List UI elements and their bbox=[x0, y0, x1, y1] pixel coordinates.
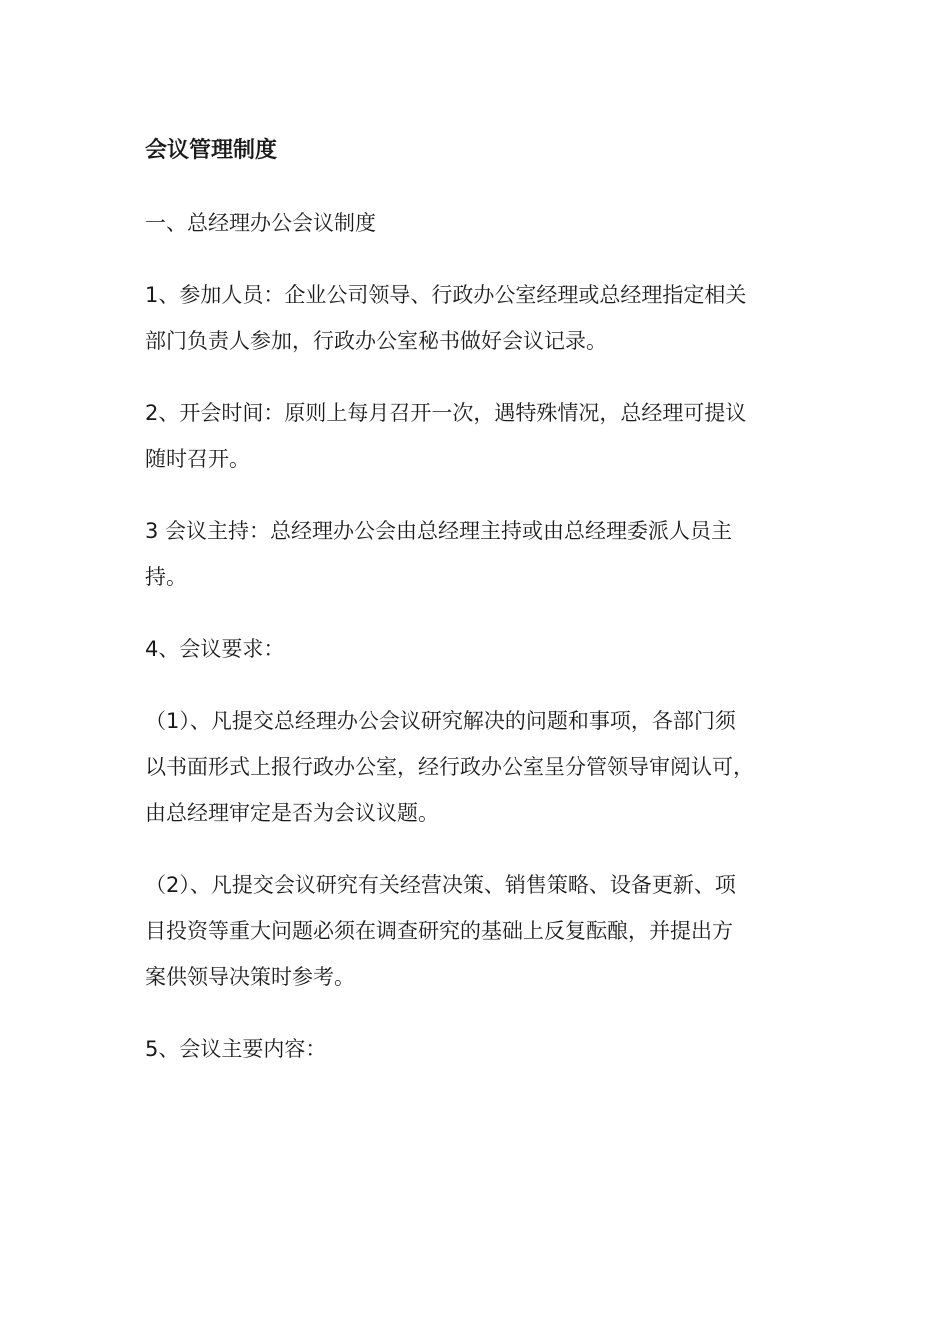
document-title: 会议管理制度 bbox=[145, 138, 278, 163]
paragraph-line: （2）、凡提交会议研究有关经营决策、销售策略、设备更新、项 bbox=[145, 873, 736, 897]
section-heading-1 bbox=[145, 200, 825, 246]
document-body bbox=[145, 128, 825, 1098]
paragraph-line: 以书面形式上报行政办公室，经行政办公室呈分管领导审阅认可， bbox=[145, 755, 754, 779]
requirement-1 bbox=[145, 698, 825, 836]
paragraph-line: 随时召开。 bbox=[145, 447, 250, 471]
item-3-chair bbox=[145, 508, 825, 600]
paragraph-line: （1）、凡提交总经理办公会议研究解决的问题和事项，各部门须 bbox=[145, 709, 736, 733]
paragraph-line: 案供领导决策时参考。 bbox=[145, 965, 355, 989]
paragraph-line: 持。 bbox=[145, 565, 187, 589]
paragraph-line: 1、参加人员：企业公司领导、行政办公室经理或总经理指定相关 bbox=[145, 283, 747, 307]
paragraph-line: 2、开会时间：原则上每月召开一次，遇特殊情况，总经理可提议 bbox=[145, 401, 747, 425]
paragraph-line: 部门负责人参加，行政办公室秘书做好会议记录。 bbox=[145, 329, 607, 353]
paragraph-line: 目投资等重大问题必须在调查研究的基础上反复酝酿，并提出方 bbox=[145, 919, 733, 943]
paragraph-line: 5、会议主要内容： bbox=[145, 1037, 327, 1061]
item-1-participants bbox=[145, 272, 825, 364]
item-5-main-content bbox=[145, 1026, 825, 1072]
paragraph-line: 由总经理审定是否为会议议题。 bbox=[145, 801, 439, 825]
requirement-2 bbox=[145, 862, 825, 1000]
item-2-meeting-time bbox=[145, 390, 825, 482]
paragraph-line: 一、总经理办公会议制度 bbox=[145, 211, 376, 235]
paragraph-line: 4、会议要求： bbox=[145, 637, 285, 661]
paragraph-line: 3 会议主持：总经理办公会由总经理主持或由总经理委派人员主 bbox=[145, 519, 733, 543]
item-4-requirements bbox=[145, 626, 825, 672]
